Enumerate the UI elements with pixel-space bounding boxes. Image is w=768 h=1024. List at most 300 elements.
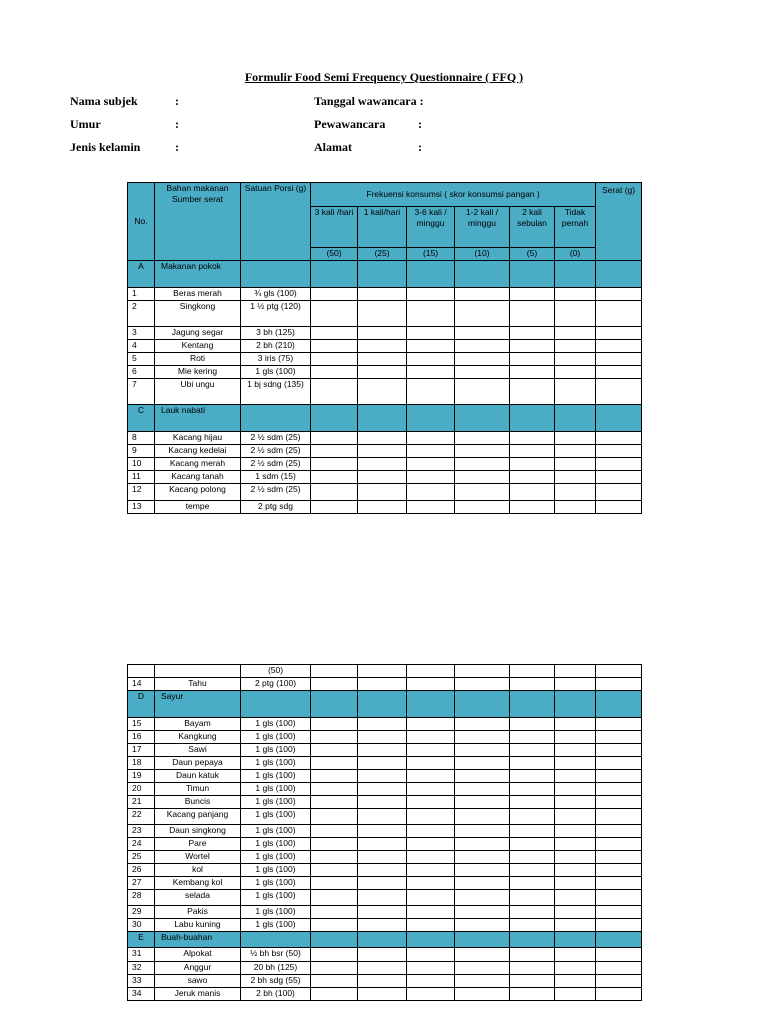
frequency-cell[interactable] — [555, 445, 596, 458]
fiber-cell[interactable] — [596, 851, 642, 864]
food-name: Singkong — [155, 301, 241, 327]
frequency-cell[interactable] — [555, 770, 596, 783]
frequency-cell[interactable] — [358, 988, 407, 1001]
frequency-cell[interactable] — [455, 301, 510, 327]
frequency-cell[interactable] — [555, 458, 596, 471]
fiber-cell[interactable] — [596, 731, 642, 744]
table-row — [128, 366, 642, 379]
frequency-cell[interactable] — [358, 301, 407, 327]
frequency-cell[interactable] — [555, 890, 596, 906]
frequency-cell[interactable] — [510, 678, 555, 691]
frequency-cell[interactable] — [510, 731, 555, 744]
frequency-cell[interactable] — [407, 501, 455, 514]
row-number: 15 — [128, 718, 155, 731]
fiber-cell[interactable] — [596, 962, 642, 975]
frequency-cell[interactable] — [358, 906, 407, 919]
section-cell — [311, 261, 358, 288]
frequency-cell[interactable] — [510, 432, 555, 445]
frequency-cell[interactable] — [455, 919, 510, 932]
frequency-cell[interactable] — [555, 432, 596, 445]
frequency-cell[interactable] — [555, 948, 596, 962]
frequency-cell[interactable] — [455, 445, 510, 458]
frequency-cell[interactable] — [407, 718, 455, 731]
frequency-cell[interactable] — [311, 796, 358, 809]
frequency-cell[interactable] — [407, 770, 455, 783]
frequency-cell[interactable] — [455, 962, 510, 975]
frequency-cell[interactable] — [311, 366, 358, 379]
frequency-cell[interactable] — [407, 877, 455, 890]
pewawancara-label: Pewawancara — [314, 117, 386, 131]
frequency-cell[interactable] — [407, 471, 455, 484]
frequency-cell[interactable] — [455, 471, 510, 484]
frequency-cell[interactable] — [311, 432, 358, 445]
row-number: 16 — [128, 731, 155, 744]
frequency-cell[interactable] — [455, 890, 510, 906]
fiber-cell[interactable] — [596, 340, 642, 353]
frequency-cell[interactable] — [455, 975, 510, 988]
frequency-cell[interactable] — [455, 770, 510, 783]
fiber-cell[interactable] — [596, 366, 642, 379]
frequency-cell[interactable] — [358, 757, 407, 770]
frequency-cell[interactable] — [358, 796, 407, 809]
frequency-cell[interactable] — [510, 501, 555, 514]
section-name: Buah-buahan — [155, 932, 241, 948]
frequency-cell[interactable] — [555, 962, 596, 975]
frequency-cell[interactable] — [407, 825, 455, 838]
frequency-cell[interactable] — [407, 665, 455, 678]
frequency-cell[interactable] — [358, 678, 407, 691]
frequency-cell[interactable] — [455, 501, 510, 514]
frequency-cell[interactable] — [407, 783, 455, 796]
frequency-cell[interactable] — [510, 718, 555, 731]
fiber-cell[interactable] — [596, 906, 642, 919]
fiber-cell[interactable] — [596, 353, 642, 366]
fiber-cell[interactable] — [596, 809, 642, 825]
portion-size: 2 ½ sdm (25) — [241, 445, 311, 458]
frequency-cell[interactable] — [455, 757, 510, 770]
frequency-cell[interactable] — [311, 445, 358, 458]
frequency-cell[interactable] — [510, 825, 555, 838]
frequency-cell[interactable] — [311, 379, 358, 405]
frequency-cell[interactable] — [358, 665, 407, 678]
frequency-cell[interactable] — [358, 353, 407, 366]
portion-size: 1 gls (100) — [241, 809, 311, 825]
frequency-cell[interactable] — [311, 327, 358, 340]
fiber-cell[interactable] — [596, 471, 642, 484]
frequency-cell[interactable] — [407, 432, 455, 445]
frequency-cell[interactable] — [311, 770, 358, 783]
col-header-frekuensi: Frekuensi konsumsi ( skor konsumsi pangan ) — [311, 183, 596, 207]
frequency-cell[interactable] — [455, 678, 510, 691]
frequency-cell[interactable] — [358, 718, 407, 731]
frequency-cell[interactable] — [311, 877, 358, 890]
frequency-cell[interactable] — [510, 906, 555, 919]
fiber-cell[interactable] — [596, 796, 642, 809]
frequency-cell[interactable] — [407, 366, 455, 379]
frequency-cell[interactable] — [407, 340, 455, 353]
portion-size: 1 sdm (15) — [241, 471, 311, 484]
frequency-cell[interactable] — [455, 825, 510, 838]
frequency-cell[interactable] — [311, 864, 358, 877]
food-name: Tahu — [155, 678, 241, 691]
table-row — [128, 948, 642, 962]
fiber-cell[interactable] — [596, 458, 642, 471]
frequency-cell[interactable] — [455, 353, 510, 366]
fiber-cell[interactable] — [596, 718, 642, 731]
frequency-cell[interactable] — [311, 678, 358, 691]
frequency-cell[interactable] — [555, 718, 596, 731]
frequency-cell[interactable] — [311, 353, 358, 366]
frequency-cell[interactable] — [311, 757, 358, 770]
frequency-cell[interactable] — [407, 379, 455, 405]
frequency-cell[interactable] — [510, 770, 555, 783]
section-row — [128, 691, 642, 718]
fiber-cell[interactable] — [596, 445, 642, 458]
fiber-cell[interactable] — [596, 379, 642, 405]
frequency-cell[interactable] — [407, 458, 455, 471]
frequency-cell[interactable] — [358, 809, 407, 825]
section-cell — [241, 932, 311, 948]
frequency-cell[interactable] — [455, 458, 510, 471]
frequency-cell[interactable] — [455, 877, 510, 890]
frequency-cell[interactable] — [407, 890, 455, 906]
frequency-cell[interactable] — [555, 501, 596, 514]
frequency-cell[interactable] — [455, 665, 510, 678]
frequency-cell[interactable] — [358, 731, 407, 744]
portion-size: 1 gls (100) — [241, 718, 311, 731]
frequency-cell[interactable] — [358, 432, 407, 445]
frequency-cell[interactable] — [358, 890, 407, 906]
frequency-cell[interactable] — [407, 948, 455, 962]
frequency-cell[interactable] — [555, 796, 596, 809]
frequency-cell[interactable] — [510, 379, 555, 405]
frequency-cell[interactable] — [455, 379, 510, 405]
frequency-cell[interactable] — [555, 327, 596, 340]
fiber-cell[interactable] — [596, 988, 642, 1001]
frequency-cell[interactable] — [407, 851, 455, 864]
frequency-cell[interactable] — [311, 484, 358, 501]
frequency-cell[interactable] — [407, 484, 455, 501]
frequency-cell[interactable] — [555, 851, 596, 864]
frequency-cell[interactable] — [510, 809, 555, 825]
frequency-cell[interactable] — [358, 366, 407, 379]
table-row — [128, 919, 642, 932]
frequency-cell[interactable] — [358, 919, 407, 932]
frequency-cell[interactable] — [358, 458, 407, 471]
frequency-cell[interactable] — [407, 975, 455, 988]
frequency-cell[interactable] — [510, 288, 555, 301]
frequency-cell[interactable] — [555, 809, 596, 825]
frequency-cell[interactable] — [311, 851, 358, 864]
food-name: Pakis — [155, 906, 241, 919]
fiber-cell[interactable] — [596, 327, 642, 340]
frequency-cell[interactable] — [555, 975, 596, 988]
fiber-cell[interactable] — [596, 484, 642, 501]
fiber-cell[interactable] — [596, 825, 642, 838]
food-name: Beras merah — [155, 288, 241, 301]
frequency-cell[interactable] — [555, 288, 596, 301]
table-row — [128, 665, 642, 678]
table-row — [128, 678, 642, 691]
fiber-cell[interactable] — [596, 877, 642, 890]
fiber-cell[interactable] — [596, 919, 642, 932]
frequency-cell[interactable] — [510, 919, 555, 932]
frequency-cell[interactable] — [311, 731, 358, 744]
row-number: 7 — [128, 379, 155, 405]
frequency-cell[interactable] — [311, 718, 358, 731]
frequency-cell[interactable] — [311, 975, 358, 988]
frequency-cell[interactable] — [555, 744, 596, 757]
fiber-cell[interactable] — [596, 678, 642, 691]
frequency-cell[interactable] — [407, 906, 455, 919]
frequency-cell[interactable] — [311, 665, 358, 678]
portion-size: ¾ gls (100) — [241, 288, 311, 301]
frequency-cell[interactable] — [358, 340, 407, 353]
frequency-cell[interactable] — [510, 366, 555, 379]
table-row — [128, 744, 642, 757]
frequency-cell[interactable] — [510, 353, 555, 366]
frequency-cell[interactable] — [407, 288, 455, 301]
frequency-cell[interactable] — [311, 501, 358, 514]
frequency-cell[interactable] — [455, 948, 510, 962]
frequency-cell[interactable] — [358, 471, 407, 484]
frequency-cell[interactable] — [510, 948, 555, 962]
fiber-cell[interactable] — [596, 975, 642, 988]
frequency-cell[interactable] — [407, 445, 455, 458]
fiber-cell[interactable] — [596, 288, 642, 301]
frequency-cell[interactable] — [455, 838, 510, 851]
row-number: 28 — [128, 890, 155, 906]
frequency-cell[interactable] — [407, 678, 455, 691]
frequency-cell[interactable] — [455, 851, 510, 864]
fiber-cell[interactable] — [596, 770, 642, 783]
table-row — [128, 757, 642, 770]
frequency-cell[interactable] — [407, 353, 455, 366]
frequency-cell[interactable] — [510, 484, 555, 501]
frequency-cell[interactable] — [510, 327, 555, 340]
frequency-cell[interactable] — [311, 988, 358, 1001]
food-name: Kembang kol — [155, 877, 241, 890]
frequency-cell[interactable] — [311, 471, 358, 484]
frequency-cell[interactable] — [311, 809, 358, 825]
frequency-cell[interactable] — [407, 864, 455, 877]
frequency-cell[interactable] — [555, 678, 596, 691]
frequency-cell[interactable] — [555, 825, 596, 838]
frequency-cell[interactable] — [455, 366, 510, 379]
section-name: Lauk nabati — [155, 405, 241, 432]
fiber-cell[interactable] — [596, 744, 642, 757]
frequency-cell[interactable] — [311, 962, 358, 975]
frequency-cell[interactable] — [407, 838, 455, 851]
frequency-cell[interactable] — [510, 962, 555, 975]
frequency-cell[interactable] — [555, 340, 596, 353]
frequency-cell[interactable] — [510, 783, 555, 796]
fiber-cell[interactable] — [596, 501, 642, 514]
frequency-cell[interactable] — [555, 919, 596, 932]
frequency-cell[interactable] — [455, 432, 510, 445]
section-cell — [510, 261, 555, 288]
frequency-cell[interactable] — [358, 864, 407, 877]
portion-size: ½ bh bsr (50) — [241, 948, 311, 962]
frequency-cell[interactable] — [555, 301, 596, 327]
frequency-cell[interactable] — [407, 988, 455, 1001]
frequency-cell[interactable] — [407, 301, 455, 327]
frequency-cell[interactable] — [311, 744, 358, 757]
ffq-table-part-1 — [127, 182, 642, 514]
frequency-cell[interactable] — [455, 809, 510, 825]
frequency-cell[interactable] — [510, 890, 555, 906]
frequency-cell[interactable] — [358, 288, 407, 301]
frequency-cell[interactable] — [407, 962, 455, 975]
frequency-cell[interactable] — [358, 948, 407, 962]
frequency-cell[interactable] — [358, 379, 407, 405]
row-number: 2 — [128, 301, 155, 327]
frequency-cell[interactable] — [455, 731, 510, 744]
frequency-cell[interactable] — [311, 948, 358, 962]
frequency-cell[interactable] — [358, 851, 407, 864]
section-cell — [241, 261, 311, 288]
frequency-cell[interactable] — [510, 471, 555, 484]
frequency-cell[interactable] — [455, 718, 510, 731]
frequency-cell[interactable] — [358, 825, 407, 838]
frequency-cell[interactable] — [358, 975, 407, 988]
frequency-cell[interactable] — [555, 731, 596, 744]
portion-size: 1 gls (100) — [241, 838, 311, 851]
frequency-cell[interactable] — [407, 731, 455, 744]
frequency-cell[interactable] — [510, 851, 555, 864]
frequency-cell[interactable] — [555, 471, 596, 484]
frequency-cell[interactable] — [311, 301, 358, 327]
table-row — [128, 432, 642, 445]
frequency-cell[interactable] — [455, 864, 510, 877]
frequency-cell[interactable] — [555, 757, 596, 770]
frequency-cell[interactable] — [455, 327, 510, 340]
food-name: tempe — [155, 501, 241, 514]
frequency-cell[interactable] — [510, 665, 555, 678]
frequency-cell[interactable] — [510, 988, 555, 1001]
frequency-cell[interactable] — [311, 838, 358, 851]
frequency-cell[interactable] — [555, 864, 596, 877]
frequency-cell[interactable] — [510, 744, 555, 757]
freq-score-50: (50) — [311, 248, 358, 261]
fiber-cell[interactable] — [596, 948, 642, 962]
row-number: 12 — [128, 484, 155, 501]
frequency-cell[interactable] — [455, 340, 510, 353]
fiber-cell[interactable] — [596, 757, 642, 770]
fiber-cell[interactable] — [596, 838, 642, 851]
section-cell — [358, 405, 407, 432]
row-number: 23 — [128, 825, 155, 838]
frequency-cell[interactable] — [555, 665, 596, 678]
freq-header-2-kali-sebulan: 2 kali sebulan — [510, 207, 555, 248]
frequency-cell[interactable] — [510, 757, 555, 770]
frequency-cell[interactable] — [455, 988, 510, 1001]
frequency-cell[interactable] — [510, 458, 555, 471]
frequency-cell[interactable] — [311, 288, 358, 301]
portion-size: 2 bh (100) — [241, 988, 311, 1001]
frequency-cell[interactable] — [455, 744, 510, 757]
fiber-cell[interactable] — [596, 890, 642, 906]
frequency-cell[interactable] — [555, 988, 596, 1001]
frequency-cell[interactable] — [407, 744, 455, 757]
fiber-cell[interactable] — [596, 432, 642, 445]
frequency-cell[interactable] — [510, 838, 555, 851]
frequency-cell[interactable] — [555, 379, 596, 405]
frequency-cell[interactable] — [510, 796, 555, 809]
fiber-cell[interactable] — [596, 783, 642, 796]
frequency-cell[interactable] — [455, 783, 510, 796]
fiber-cell[interactable] — [596, 864, 642, 877]
frequency-cell[interactable] — [358, 877, 407, 890]
fiber-cell[interactable] — [596, 301, 642, 327]
section-cell — [241, 691, 311, 718]
frequency-cell[interactable] — [358, 484, 407, 501]
section-code: E — [128, 932, 155, 948]
frequency-cell[interactable] — [407, 809, 455, 825]
frequency-cell[interactable] — [510, 445, 555, 458]
fiber-cell[interactable] — [596, 665, 642, 678]
frequency-cell[interactable] — [555, 366, 596, 379]
frequency-cell[interactable] — [407, 327, 455, 340]
frequency-cell[interactable] — [407, 757, 455, 770]
frequency-cell[interactable] — [510, 301, 555, 327]
frequency-cell[interactable] — [555, 838, 596, 851]
frequency-cell[interactable] — [455, 288, 510, 301]
section-cell — [358, 932, 407, 948]
frequency-cell[interactable] — [510, 877, 555, 890]
freq-score-25: (25) — [358, 248, 407, 261]
frequency-cell[interactable] — [311, 890, 358, 906]
frequency-cell[interactable] — [555, 906, 596, 919]
freq-header-3-6-kali-minggu: 3-6 kali / minggu — [407, 207, 455, 248]
section-row — [128, 932, 642, 948]
frequency-cell[interactable] — [311, 906, 358, 919]
frequency-cell[interactable] — [455, 796, 510, 809]
frequency-cell[interactable] — [358, 962, 407, 975]
frequency-cell[interactable] — [358, 327, 407, 340]
frequency-cell[interactable] — [555, 353, 596, 366]
food-name: Kentang — [155, 340, 241, 353]
frequency-cell[interactable] — [311, 919, 358, 932]
frequency-cell[interactable] — [455, 906, 510, 919]
frequency-cell[interactable] — [555, 877, 596, 890]
frequency-cell[interactable] — [358, 445, 407, 458]
portion-size: 2 bh (210) — [241, 340, 311, 353]
food-name: Mie kering — [155, 366, 241, 379]
frequency-cell[interactable] — [311, 825, 358, 838]
frequency-cell[interactable] — [510, 975, 555, 988]
frequency-cell[interactable] — [510, 340, 555, 353]
frequency-cell[interactable] — [455, 484, 510, 501]
frequency-cell[interactable] — [358, 783, 407, 796]
frequency-cell[interactable] — [555, 484, 596, 501]
section-cell — [510, 691, 555, 718]
frequency-cell[interactable] — [358, 501, 407, 514]
frequency-cell[interactable] — [407, 796, 455, 809]
frequency-cell[interactable] — [358, 744, 407, 757]
frequency-cell[interactable] — [311, 458, 358, 471]
frequency-cell[interactable] — [510, 864, 555, 877]
frequency-cell[interactable] — [358, 838, 407, 851]
tanggal-wawancara-label: Tanggal wawancara : — [314, 94, 424, 108]
frequency-cell[interactable] — [407, 919, 455, 932]
frequency-cell[interactable] — [311, 340, 358, 353]
frequency-cell[interactable] — [311, 783, 358, 796]
food-name: kol — [155, 864, 241, 877]
food-name: Daun katuk — [155, 770, 241, 783]
frequency-cell[interactable] — [358, 770, 407, 783]
frequency-cell[interactable] — [555, 783, 596, 796]
